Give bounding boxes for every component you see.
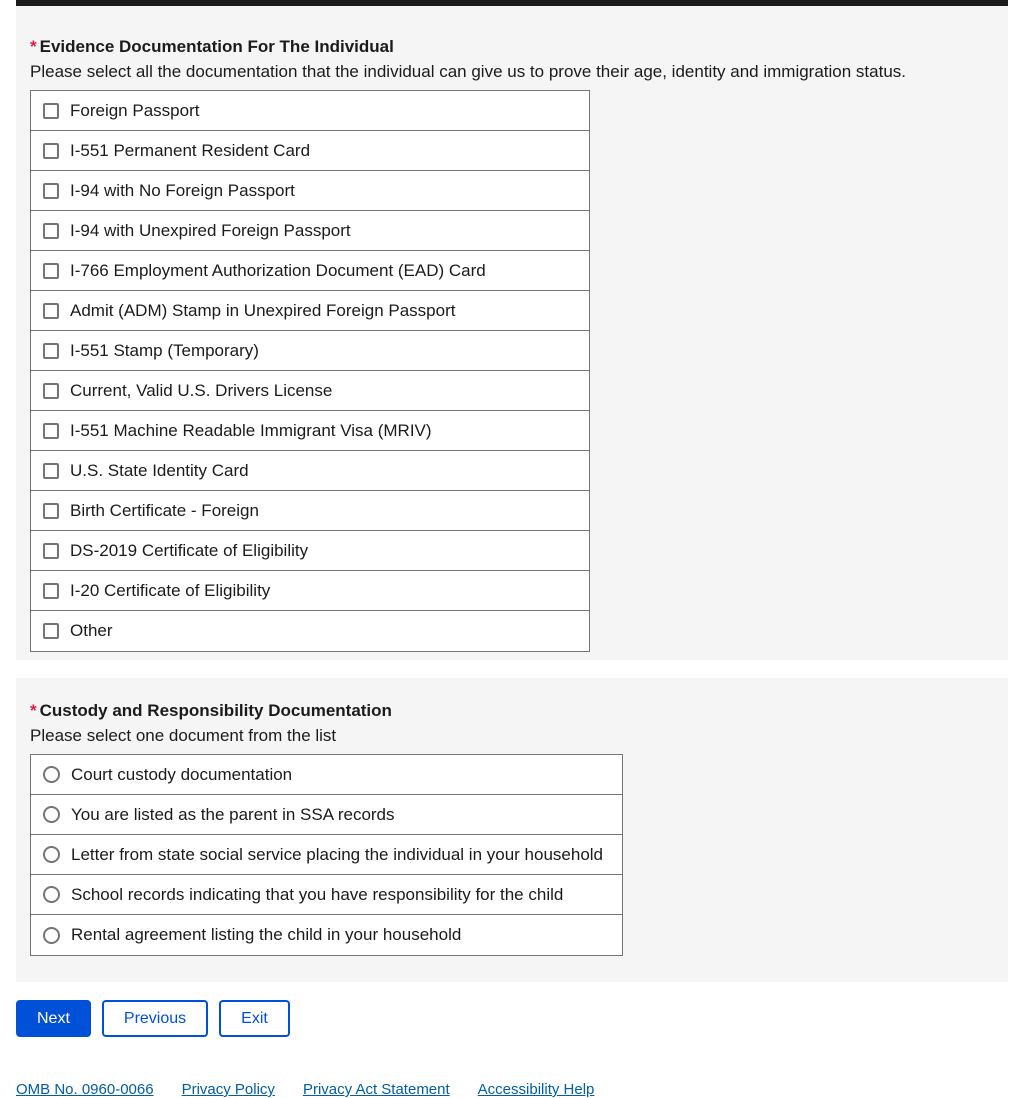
form-actions [16, 1000, 1008, 1037]
previous-button[interactable]: Previous [102, 1000, 208, 1037]
footer-link[interactable]: OMB No. 0960-0066 [16, 1081, 154, 1098]
radio-option-label: School records indicating that you have responsibility for the child [71, 884, 564, 904]
checkbox-option-label: I-551 Machine Readable Immigrant Visa (MRIV) [70, 420, 432, 440]
checkbox-option-row[interactable] [31, 331, 589, 371]
checkbox-option-label: I-20 Certificate of Eligibility [70, 580, 271, 600]
footer-links [16, 1081, 1008, 1098]
checkbox-option-label: I-766 Employment Authorization Document (EAD) Card [70, 260, 486, 280]
radio-option-label: You are listed as the parent in SSA records [71, 804, 395, 824]
radio-option-row[interactable] [31, 795, 622, 835]
evidence-section-description: Please select all the documentation that the individual can give us to prove their age, identity and immigration status. [30, 62, 907, 81]
custody-radio-list [30, 754, 623, 956]
footer-link[interactable]: Accessibility Help [477, 1081, 595, 1098]
radio-button-icon[interactable] [43, 846, 60, 863]
checkbox-icon[interactable] [43, 183, 59, 199]
checkbox-option-label: I-94 with No Foreign Passport [70, 180, 295, 200]
checkbox-option-row[interactable] [31, 411, 589, 451]
required-asterisk: * [30, 37, 37, 56]
checkbox-icon[interactable] [43, 303, 59, 319]
custody-section-description: Please select one document from the list [30, 726, 337, 745]
radio-option-label: Rental agreement listing the child in your household [71, 925, 462, 944]
exit-button[interactable]: Exit [219, 1000, 290, 1037]
checkbox-option-label: U.S. State Identity Card [70, 460, 249, 480]
checkbox-icon[interactable] [43, 583, 59, 599]
required-asterisk: * [30, 701, 37, 720]
next-button[interactable]: Next [16, 1000, 91, 1037]
checkbox-option-label: Birth Certificate - Foreign [70, 500, 259, 520]
custody-documentation-section [16, 678, 1008, 982]
evidence-documentation-section [16, 6, 1008, 660]
radio-button-icon[interactable] [43, 886, 60, 903]
evidence-section-title [30, 36, 994, 58]
checkbox-icon[interactable] [43, 103, 59, 119]
custody-section-title [30, 700, 994, 722]
checkbox-option-label: I-94 with Unexpired Foreign Passport [70, 220, 351, 240]
custody-section-title-text: Custody and Responsibility Documentation [39, 701, 392, 720]
evidence-section-title-text: Evidence Documentation For The Individual [39, 37, 394, 56]
checkbox-icon[interactable] [43, 343, 59, 359]
checkbox-option-label: Foreign Passport [70, 100, 200, 120]
checkbox-icon[interactable] [43, 423, 59, 439]
radio-option-label: Letter from state social service placing the individual in your household [71, 844, 604, 864]
checkbox-option-row[interactable] [31, 571, 589, 611]
checkbox-icon[interactable] [43, 543, 59, 559]
checkbox-option-row[interactable] [31, 491, 589, 531]
checkbox-icon[interactable] [43, 143, 59, 159]
footer-link[interactable]: Privacy Act Statement [302, 1081, 450, 1098]
checkbox-option-row[interactable] [31, 131, 589, 171]
checkbox-option-row[interactable] [31, 371, 589, 411]
checkbox-option-row[interactable] [31, 251, 589, 291]
checkbox-option-row[interactable] [31, 531, 589, 571]
checkbox-option-label: Admit (ADM) Stamp in Unexpired Foreign Passport [70, 300, 456, 320]
checkbox-icon[interactable] [43, 263, 59, 279]
checkbox-option-row[interactable] [31, 91, 589, 131]
checkbox-option-label: DS-2019 Certificate of Eligibility [70, 540, 309, 560]
radio-option-row[interactable] [31, 835, 622, 875]
radio-option-row[interactable] [31, 755, 622, 795]
checkbox-option-row[interactable] [31, 451, 589, 491]
evidence-checkbox-list [30, 90, 590, 652]
radio-button-icon[interactable] [43, 766, 60, 783]
checkbox-option-row[interactable] [31, 611, 589, 651]
radio-option-row[interactable] [31, 915, 622, 955]
checkbox-icon[interactable] [43, 503, 59, 519]
radio-option-label: Court custody documentation [71, 764, 293, 784]
checkbox-icon[interactable] [43, 623, 59, 639]
checkbox-option-label: I-551 Stamp (Temporary) [70, 340, 259, 360]
checkbox-option-row[interactable] [31, 171, 589, 211]
radio-button-icon[interactable] [43, 806, 60, 823]
checkbox-icon[interactable] [43, 383, 59, 399]
checkbox-icon[interactable] [43, 223, 59, 239]
radio-button-icon[interactable] [43, 927, 60, 944]
radio-option-row[interactable] [31, 875, 622, 915]
footer-link[interactable]: Privacy Policy [181, 1081, 275, 1098]
checkbox-option-label: Other [70, 621, 113, 640]
checkbox-icon[interactable] [43, 463, 59, 479]
checkbox-option-label: I-551 Permanent Resident Card [70, 140, 311, 160]
checkbox-option-label: Current, Valid U.S. Drivers License [70, 380, 333, 400]
checkbox-option-row[interactable] [31, 291, 589, 331]
checkbox-option-row[interactable] [31, 211, 589, 251]
